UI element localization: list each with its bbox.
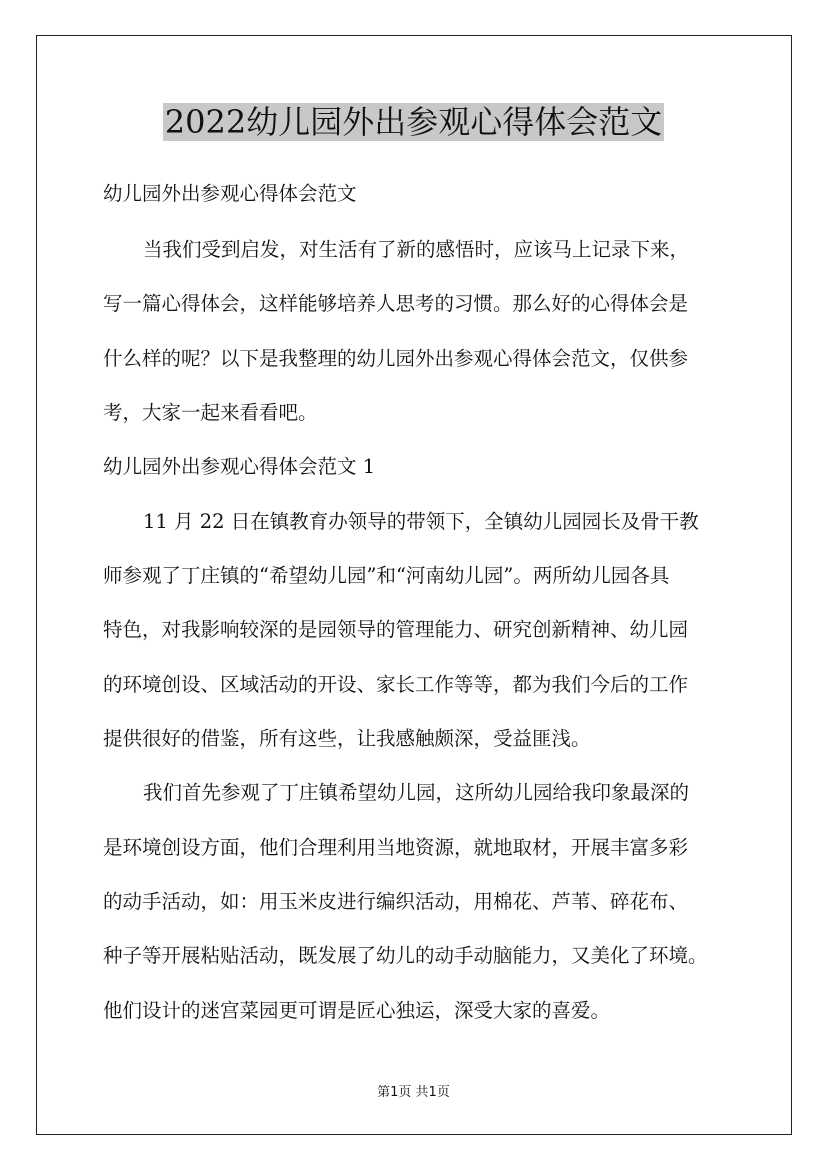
intro-line-4: 考，大家一起来看看吧。 (103, 401, 318, 424)
page-number: 第1页 共1页 (377, 1085, 450, 1100)
paragraph2-line-4: 种子等开展粘贴活动，既发展了幼儿的动手动脑能力，又美化了环境。 (103, 944, 708, 967)
intro-line-1: 当我们受到启发，对生活有了新的感悟时，应该马上记录下来， (143, 238, 690, 261)
paragraph1-line-5: 提供很好的借鉴，所有这些，让我感触颇深，受益匪浅。 (103, 727, 591, 750)
paragraph1-line-3: 特色，对我影响较深的是园领导的管理能力、研究创新精神、幼儿园 (103, 618, 689, 641)
paragraph2-line-2: 是环境创设方面，他们合理利用当地资源，就地取材，开展丰富多彩 (103, 836, 689, 859)
section-heading: 幼儿园外出参观心得体会范文 1 (103, 455, 376, 478)
document-title-text: 2022幼儿园外出参观心得体会范文 (164, 103, 663, 141)
intro-line-3: 什么样的呢？以下是我整理的幼儿园外出参观心得体会范文，仅供参 (103, 347, 689, 370)
paragraph2-line-3: 的动手活动，如：用玉米皮进行编织活动，用棉花、芦苇、碎花布、 (103, 890, 689, 913)
paragraph1-line-4: 的环境创设、区域活动的开设、家长工作等等，都为我们今后的工作 (103, 673, 689, 696)
paragraph2-line-1: 我们首先参观了丁庄镇希望幼儿园，这所幼儿园给我印象最深的 (143, 781, 690, 804)
intro-line-2: 写一篇心得体会，这样能够培养人思考的习惯。那么好的心得体会是 (103, 292, 689, 315)
paragraph1-line-2: 师参观了丁庄镇的“希望幼儿园”和“河南幼儿园”。两所幼儿园各具 (103, 564, 670, 587)
document-title (0, 100, 827, 144)
paragraph1-line-1: 11 月 22 日在镇教育办领导的带领下，全镇幼儿园园长及骨干教 (143, 510, 699, 533)
paragraph2-line-5: 他们设计的迷宫菜园更可谓是匠心独运，深受大家的喜爱。 (103, 999, 611, 1022)
document-subtitle: 幼儿园外出参观心得体会范文 (103, 182, 357, 205)
